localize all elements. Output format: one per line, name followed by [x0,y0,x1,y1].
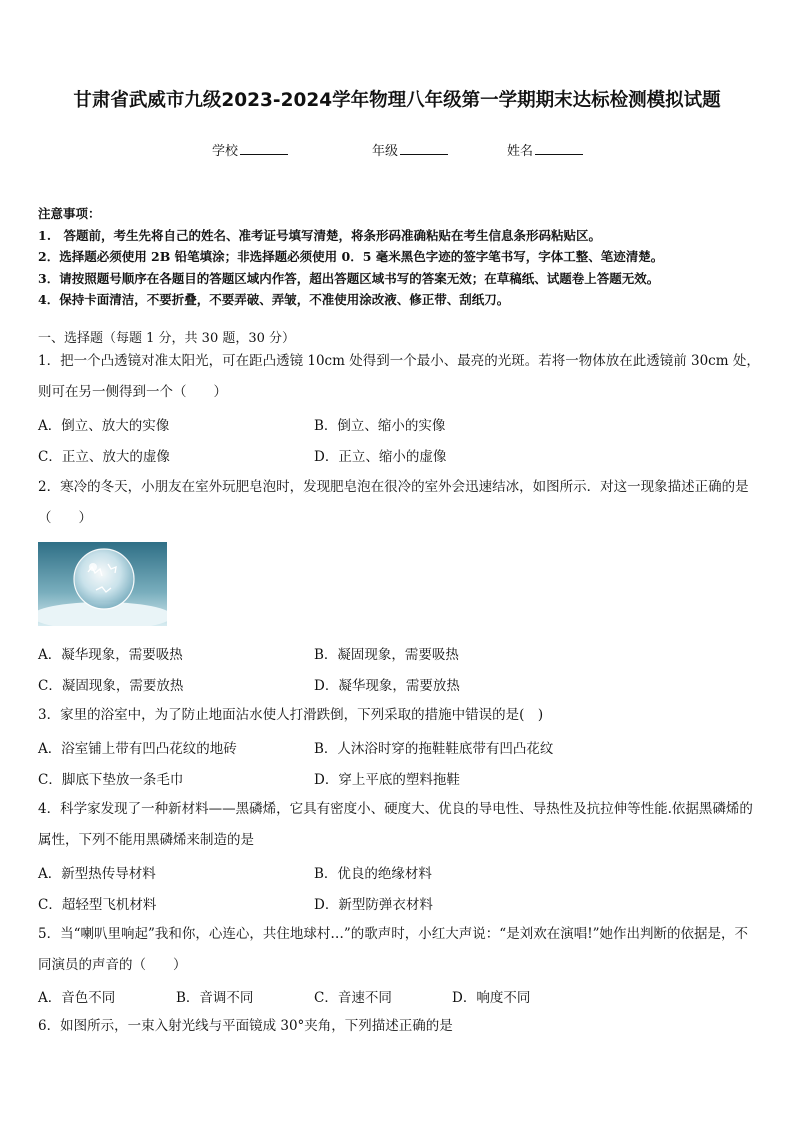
notice-item: 2．选择题必须使用 2B 铅笔填涂；非选择题必须使用 0．5 毫米黑色字迹的签字笔书写，字体工整、笔迹清楚。 [38,249,664,264]
question-4-options-row-2 [38,893,760,915]
question-6-stem: 6．如图所示，一束入射光线与平面镜成 30°夹角，下列描述正确的是 [38,1018,453,1034]
option-c[interactable]: C．脚底下垫放一条毛巾 [38,772,184,788]
student-info-row [0,140,794,160]
name-blank[interactable] [535,142,583,155]
option-d[interactable]: D．凝华现象，需要放热 [314,678,460,694]
frozen-bubble-photo [38,542,167,626]
name-label: 姓名 [507,144,534,159]
question-1-options-row-1 [38,414,760,436]
option-d[interactable]: D．新型防弹衣材料 [314,897,433,913]
option-b[interactable]: B．倒立、缩小的实像 [314,418,446,434]
notice-item: 1. 答题前，考生先将自己的姓名、准考证号填写清楚，将条形码准确粘贴在考生信息条形码粘贴区。 [38,227,602,243]
option-d[interactable]: D．正立、缩小的虚像 [314,449,447,465]
question-3-options-row-1 [38,737,760,759]
option-a[interactable]: A．新型热传导材料 [38,866,156,882]
notice-item: 3．请按照题号顺序在各题目的答题区域内作答，超出答题区域书写的答案无效；在草稿纸、试题卷上答题无效。 [38,270,660,286]
section-heading: 一、选择题（每题 1 分，共 30 题，30 分） [38,331,296,346]
notice-item: 4．保持卡面清洁，不要折叠，不要弄破、弄皱，不准使用涂改液、修正带、刮纸刀。 [38,292,510,307]
option-b[interactable]: B．人沐浴时穿的拖鞋鞋底带有凹凸花纹 [314,741,554,757]
question-1-stem: 1．把一个凸透镜对准太阳光，可在距凸透镜 10cm 处得到一个最小、最亮的光斑。若将一物体放在此透镜前 30cm 处，则可在另一侧得到一个（ ） [38,353,760,400]
notice-heading: 注意事项： [38,206,101,221]
question-3-options-row-2 [38,768,760,790]
question-2-options-row-2 [38,674,760,696]
grade-label: 年级 [372,144,399,159]
page-title: 甘肃省武威市九级2023-2024学年物理八年级第一学期期末达标检测模拟试题 [73,90,721,111]
question-5-stem: 5．当“喇叭里响起”我和你，心连心，共住地球村…”的歌声时，小红大声说：“是刘欢在演唱!”她作出判断的依据是，不同演员的声音的（ ） [38,926,749,973]
frozen-bubble-illustration [38,542,167,626]
question-4-options-row-1 [38,862,760,884]
school-field[interactable] [212,140,288,159]
grade-field[interactable] [372,140,448,159]
option-d[interactable]: D．穿上平底的塑料拖鞋 [314,772,460,788]
option-b[interactable]: B．音调不同 [176,990,254,1006]
question-2-stem: 2．寒冷的冬天，小朋友在室外玩肥皂泡时，发现肥皂泡在很冷的室外会迅速结冰，如图所示．对这一现象描述正确的是（ ） [38,479,749,526]
option-a[interactable]: A．浴室铺上带有凹凸花纹的地砖 [38,741,237,757]
question-5-options-row [38,986,760,1008]
question-2-options-row-1 [38,643,760,665]
option-c[interactable]: C．超轻型飞机材料 [38,897,157,913]
option-c[interactable]: C．音速不同 [314,990,392,1006]
name-field[interactable] [507,140,583,159]
option-c[interactable]: C．凝固现象，需要放热 [38,678,184,694]
option-d[interactable]: D．响度不同 [452,990,531,1006]
grade-blank[interactable] [400,142,448,155]
option-b[interactable]: B．优良的绝缘材料 [314,866,432,882]
option-a[interactable]: A．音色不同 [38,990,116,1006]
question-1-options-row-2 [38,445,760,467]
question-3-stem: 3．家里的浴室中，为了防止地面沾水使人打滑跌倒，下列采取的措施中错误的是( ) [38,707,544,723]
school-label: 学校 [212,144,239,159]
question-4-stem: 4．科学家发现了一种新材料——黑磷烯，它具有密度小、硬度大、优良的导电性、导热性及抗拉伸等性能.依据黑磷烯的属性，下列不能用黑磷烯来制造的是 [38,801,753,848]
school-blank[interactable] [240,142,288,155]
option-a[interactable]: A．凝华现象，需要吸热 [38,647,183,663]
option-b[interactable]: B．凝固现象，需要吸热 [314,647,459,663]
option-a[interactable]: A．倒立、放大的实像 [38,418,170,434]
option-c[interactable]: C．正立、放大的虚像 [38,449,170,465]
notice-block [38,203,663,311]
